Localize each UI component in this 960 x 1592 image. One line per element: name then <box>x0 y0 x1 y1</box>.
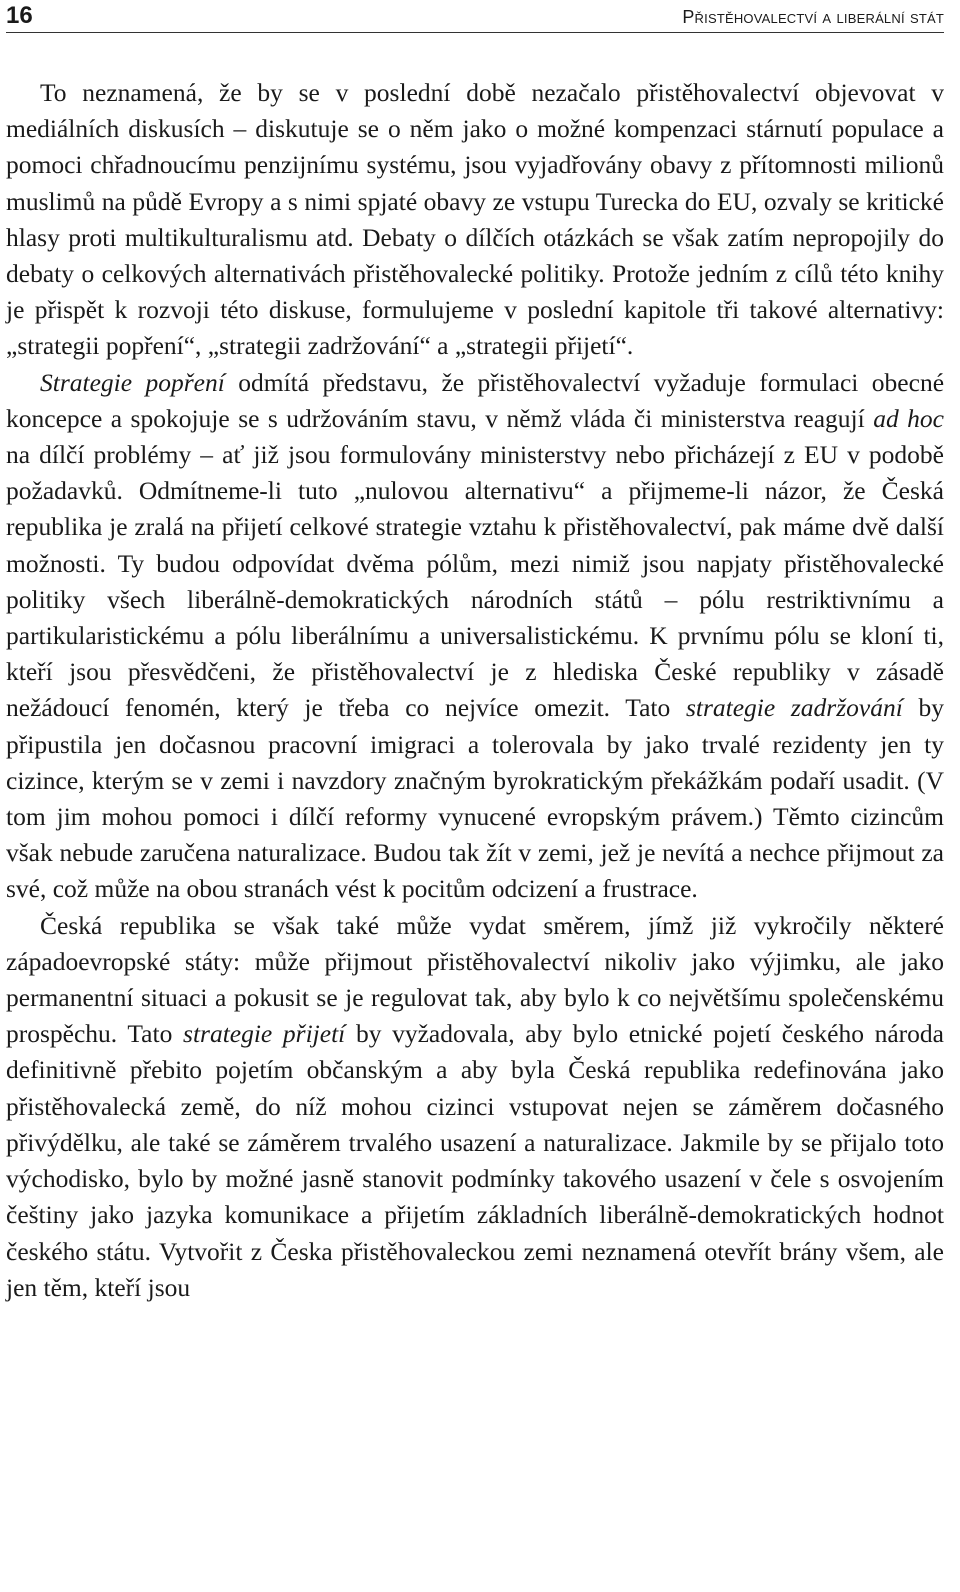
paragraph-text: by připustila jen dočasnou pracovní imigraci a tolerovala by jako trvalé rezidenty jen ty cizince, kterým se v zemi i navzdory značným byrokratickým překážkám podaří usadit. (V tom jim mohou pomoci i dílčí reformy vynucené evropským právem.) Těmto cizincům však nebude zaručena naturalizace. Budou tak žít v zemi, jež je nevítá a nechce přijmout za své, což může na obou stranách vést k pocitům odcizení a frustrace. <box>6 693 944 904</box>
paragraph-text: odmítá představu, že přistěhovalectví vyžaduje formulaci obecné koncepce a spokojuje se s udržováním stavu, v němž vláda či ministerstva reagují <box>6 367 945 433</box>
running-title: Přistěhovalectví a liberální stát <box>682 7 944 27</box>
running-header <box>6 0 944 33</box>
paragraph-text: Česká republika se však také může vydat směrem, jímž již vykročily některé západoevropské státy: může přijmout přistěhovalectví nikoliv jako výjimku, ale jako permanentní situaci a pokusit se je regulovat tak, aby bylo k co největšímu společenskému prospěchu. Tato <box>6 910 944 1049</box>
paragraph-text: To neznamená, že by se v poslední době nezačalo přistěhovalectví objevovat v mediálních diskusích – diskutuje se o něm jako o možné kompenzaci stárnutí populace a pomoci chřadnoucímu penzijnímu systému, jsou vyjadřovány obavy z přítomnosti milionů muslimů na půdě Evropy a s nimi spjaté obavy ze vstupu Turecka do EU, ozvaly se kritické hlasy proti multikulturalismu atd. Debaty o dílčích otázkách se však zatím nepropojily do debaty o celkových alternativách přistěhovalecké politiky. Protože jedním z cílů této knihy je přispět k rozvoji této diskuse, formulujeme v poslední kapitole tři takové alternativy: „strategii popření“, „strategii zadržování“ a „strategii přijetí“. <box>6 78 944 361</box>
paragraph-2 <box>6 365 944 908</box>
term-strategie-zadrzovani: strategie zadržování <box>685 693 903 723</box>
paragraph-1 <box>6 75 944 365</box>
term-ad-hoc: ad hoc <box>873 403 944 433</box>
paragraph-3 <box>6 908 944 1306</box>
paragraph-text: by vyžadovala, aby bylo etnické pojetí českého národa definitivně přebito pojetím občanským a aby byla Česká republika redefinována jako přistěhovalecká země, do níž mohou cizinci vstupovat nejen se záměrem dočasného přivýdělku, ale také se záměrem trvalého usazení a naturalizace. Jakmile by se přijalo toto východisko, bylo by možné jasně stanovit podmínky takového usazení v čele s osvojením češtiny jako jazyka komunikace a přijetím základních liberálně-demokratických hodnot českého státu. Vytvořit z Česka přistěhovaleckou zemi neznamená otevřít brány všem, ale jen těm, kteří jsou <box>6 1019 944 1302</box>
body-text <box>6 75 944 1306</box>
paragraph-text: na dílčí problémy – ať již jsou formulovány ministerstvy nebo přicházejí z EU v podobě požadavků. Odmítneme-li tuto „nulovou alternativu“ a přijmeme-li názor, že Česká republika je zralá na přijetí celkové strategie vztahu k přistěhovalectví, pak máme dvě další možnosti. Ty budou odpovídat dvěma pólům, mezi nimiž jsou napjaty přistěhovalecké politiky všech liberálně-demokratických národních států – pólu restriktivnímu a partikularistickému a pólu liberálnímu a universalistickému. K prvnímu pólu se kloní ti, kteří jsou přesvědčeni, že přistěhovalectví je z hlediska České republiky v zásadě nežádoucí fenomén, který je třeba co nejvíce omezit. Tato <box>6 440 944 723</box>
page-number: 16 <box>6 2 33 29</box>
term-strategie-popreni: Strategie popření <box>40 367 225 397</box>
term-strategie-prijeti: strategie přijetí <box>183 1019 346 1049</box>
